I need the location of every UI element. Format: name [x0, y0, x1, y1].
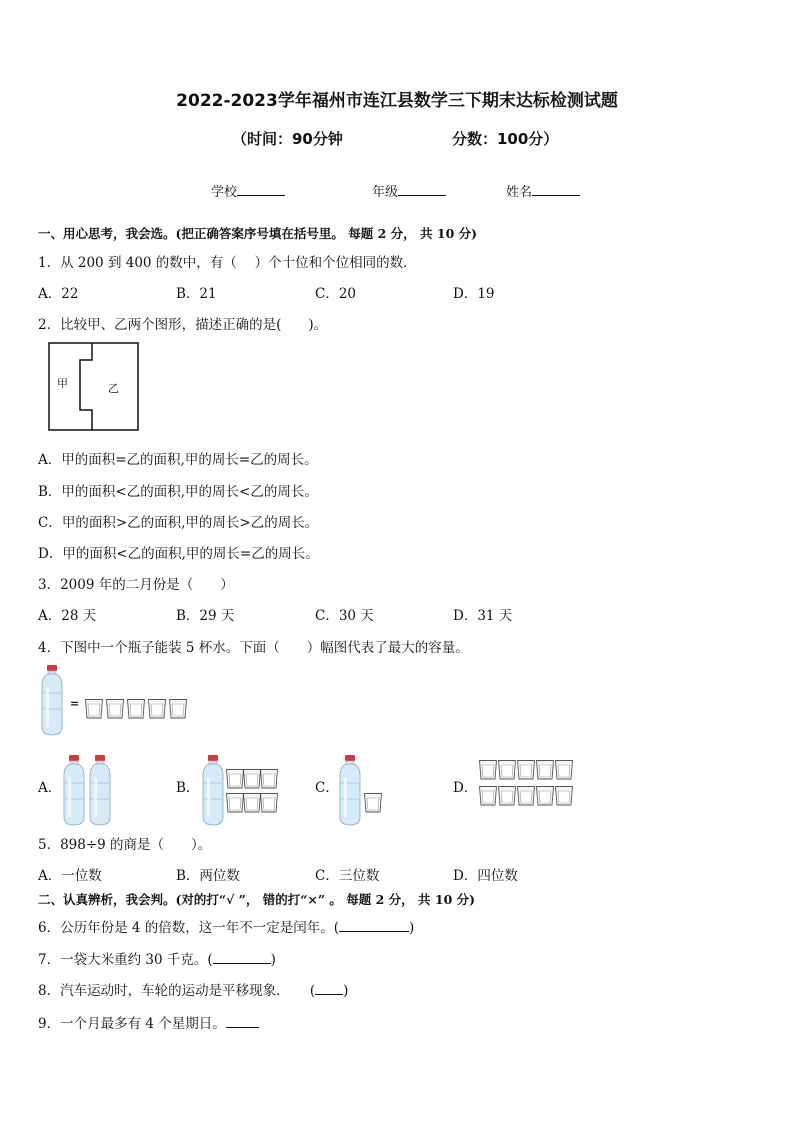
question-1: 1．从 200 到 400 的数中，有（ ）个十位和个位相同的数． [38, 255, 417, 271]
question-2: 2．比较甲、乙两个图形，描述正确的是( )。 [38, 317, 328, 333]
q1-option-c[interactable]: C．20 [315, 286, 357, 302]
school-field[interactable] [211, 181, 285, 200]
q9-answer-blank[interactable] [226, 1015, 259, 1028]
question-6-text: 6．公历年份是 4 的倍数，这一年不一定是闰年。( [38, 920, 340, 936]
q5-option-a[interactable]: A．一位数 [38, 868, 102, 884]
name-field[interactable] [506, 181, 580, 200]
question-9 [38, 1012, 259, 1032]
q8-close-paren: ) [343, 983, 349, 999]
exam-score: 分数：100分） [452, 130, 559, 148]
q1-option-a[interactable]: A．22 [38, 286, 79, 302]
q3-option-c[interactable]: C．30 天 [315, 608, 374, 624]
q5-option-c[interactable]: C．三位数 [315, 868, 380, 884]
q1-option-d[interactable]: D．19 [453, 286, 495, 302]
bottle-and-cup-icon [338, 755, 388, 827]
question-4: 4．下图中一个瓶子能装 5 杯水。下面（ ）幅图代表了最大的容量。 [38, 640, 469, 656]
q4-option-a[interactable]: A． [38, 780, 62, 796]
q2-option-a[interactable]: A．甲的面积=乙的面积,甲的周长=乙的周长。 [38, 452, 318, 468]
equals-sign: = [70, 697, 80, 710]
q2-option-c[interactable]: C．甲的面积>乙的面积,甲的周长>乙的周长。 [38, 515, 319, 531]
q7-close-paren: ) [270, 952, 276, 968]
q6-close-paren: ) [409, 920, 415, 936]
q1-option-b[interactable]: B．21 [176, 286, 217, 302]
q5-option-d[interactable]: D．四位数 [453, 868, 518, 884]
q8-answer-blank[interactable] [315, 982, 343, 995]
grade-label: 年级 [372, 185, 399, 200]
q2-option-b[interactable]: B．甲的面积<乙的面积,甲的周长<乙的周长。 [38, 484, 318, 500]
page-title: 2022-2023学年福州市连江县数学三下期末达标检测试题 [176, 91, 618, 111]
question-8 [38, 979, 348, 999]
question-7-text: 7．一袋大米重约 30 千克。( [38, 952, 213, 968]
two-bottles-icon [62, 755, 114, 827]
question-5: 5．898÷9 的商是（ ）。 [38, 837, 212, 853]
grade-blank[interactable] [398, 183, 446, 196]
section-2-heading: 二、认真辨析，我会判。(对的打“√ ”， 错的打“×” 。 每题 2 分， 共 10 分) [38, 892, 476, 907]
bottle-icon [40, 665, 64, 737]
question-3: 3．2009 年的二月份是（ ） [38, 577, 234, 593]
five-cups-icon [85, 699, 189, 721]
q6-answer-blank[interactable] [339, 919, 409, 932]
q3-option-d[interactable]: D．31 天 [453, 608, 513, 624]
school-blank[interactable] [237, 183, 285, 196]
question-8-text: 8．汽车运动时，车轮的运动是平移现象． ( [38, 983, 316, 999]
bottle-and-six-cups-icon [201, 755, 281, 827]
q7-answer-blank[interactable] [213, 951, 271, 964]
q2-option-d[interactable]: D．甲的面积<乙的面积,甲的周长=乙的周长。 [38, 546, 319, 562]
shape-yi-label: 乙 [108, 382, 119, 395]
q3-option-b[interactable]: B．29 天 [176, 608, 235, 624]
q5-option-b[interactable]: B．两位数 [176, 868, 240, 884]
shape-jia-label: 甲 [57, 377, 68, 390]
q4-option-c[interactable]: C． [315, 780, 339, 796]
school-label: 学校 [211, 185, 238, 200]
q3-option-a[interactable]: A．28 天 [38, 608, 97, 624]
ten-cups-icon [479, 760, 575, 810]
section-1-heading: 一、用心思考，我会选。(把正确答案序号填在括号里。 每题 2 分， 共 10 分) [38, 226, 478, 241]
question-6 [38, 916, 414, 936]
name-blank[interactable] [532, 183, 580, 196]
grade-field[interactable] [372, 181, 446, 200]
q4-option-d[interactable]: D． [453, 780, 478, 796]
name-label: 姓名 [506, 185, 533, 200]
question-7 [38, 948, 276, 968]
exam-time: （时间：90分钟 [232, 130, 343, 148]
question-9-text: 9．一个月最多有 4 个星期日。 [38, 1016, 226, 1032]
q4-option-b[interactable]: B． [176, 780, 200, 796]
